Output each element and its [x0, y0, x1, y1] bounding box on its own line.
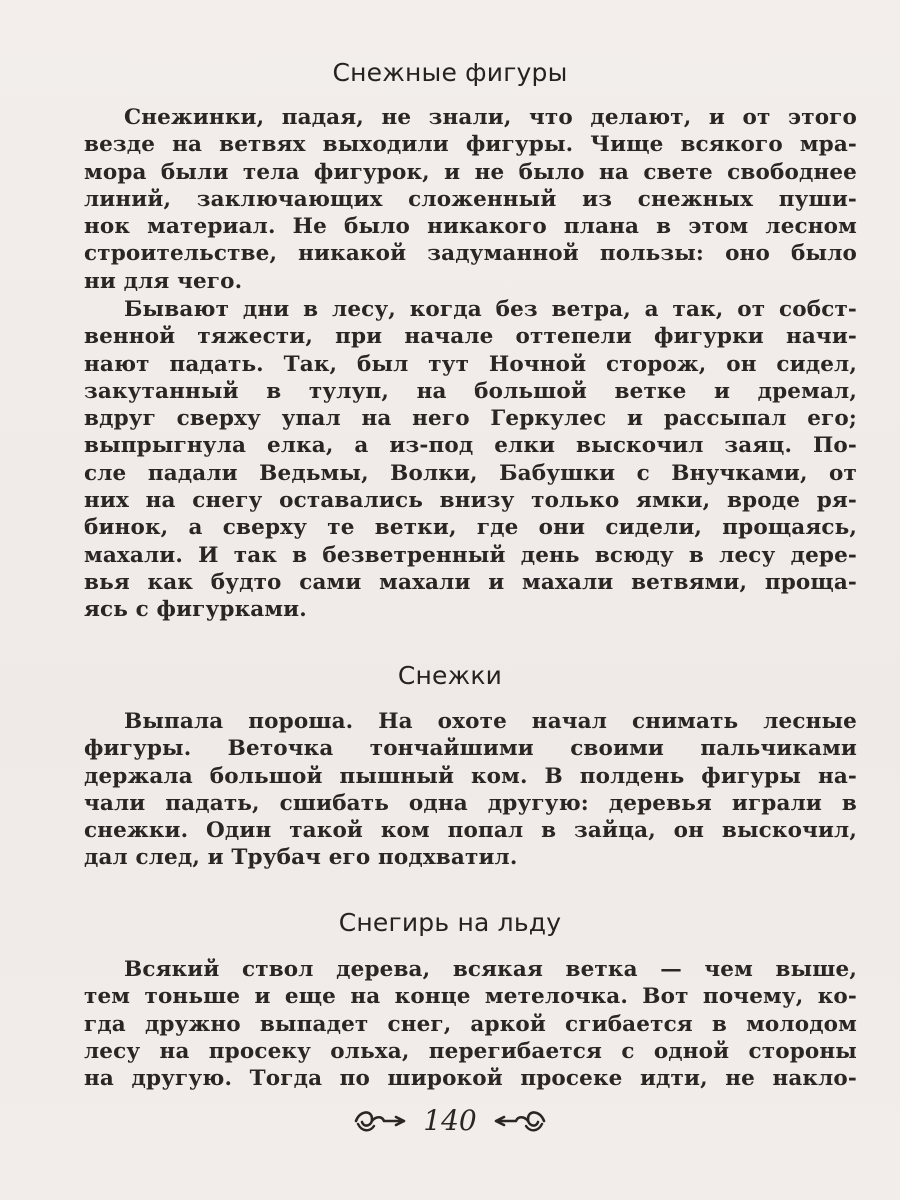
text-line: лесу на просеку ольха, перегибается с одной стороны — [84, 1038, 857, 1064]
paragraph — [84, 104, 857, 295]
text-line: вдруг сверху упал на него Геркулес и рассыпал его; — [84, 406, 857, 432]
section-title-bullfinch-on-ice: Снегирь на льду — [338, 908, 562, 937]
section-title-snowballs: Снежки — [397, 661, 503, 690]
text-line: на другую. Тогда по широкой просеке идти, не накло- — [84, 1066, 857, 1092]
page-number: 140 — [423, 1104, 477, 1137]
text-line: выпрыгнула елка, а из-под елки выскочил заяц. По- — [84, 433, 857, 459]
text-line: гда дружно выпадет снег, аркой сгибается в молодом — [84, 1011, 857, 1037]
text-line: линий, заключающих сложенный из снежных пуши- — [84, 186, 857, 212]
paragraph — [84, 956, 857, 1092]
text-line: фигуры. Веточка тончайшими своими пальчиками — [84, 736, 857, 762]
text-line: бинок, а сверху те ветки, где они сидели, прощаясь, — [84, 515, 857, 541]
text-line: нают падать. Так, был тут Ночной сторож, он сидел, — [84, 351, 857, 377]
page-footer — [0, 1104, 900, 1154]
text-line: сле падали Ведьмы, Волки, Бабушки с Внучками, от — [84, 460, 857, 486]
paragraph — [84, 296, 857, 624]
text-line: везде на ветвях выходили фигуры. Чище всякого мра- — [84, 132, 857, 158]
section-title-snow-figures: Снежные фигуры — [332, 58, 568, 87]
text-line: тем тоньше и еще на конце метелочка. Вот почему, ко- — [84, 984, 857, 1010]
text-line: Снежинки, падая, не знали, что делают, и от этого — [124, 105, 857, 130]
paragraph — [84, 708, 857, 872]
text-line: закутанный в тулуп, на большой ветке и дремал, — [84, 378, 857, 404]
text-line: чали падать, сшибать одна другую: деревья играли в — [84, 790, 857, 816]
text-line: них на снегу оставались внизу только ямки, вроде ря- — [84, 488, 857, 514]
text-line: дал след, и Трубач его подхватил. — [84, 845, 518, 871]
text-line: снежки. Один такой ком попал в зайца, он выскочил, — [84, 818, 857, 844]
left-ornament-icon — [352, 1106, 408, 1136]
text-line: венной тяжести, при начале оттепели фигурки начи- — [84, 324, 857, 350]
text-line: держала большой пышный ком. В полдень фигуры на- — [84, 763, 857, 789]
text-line: Бывают дни в лесу, когда без ветра, а так, от собст- — [124, 297, 857, 322]
text-line: ни для чего. — [84, 268, 243, 294]
text-line: мора были тела фигурок, и не было на свете свободнее — [84, 159, 857, 185]
right-ornament-icon — [492, 1106, 548, 1136]
text-line: ясь с фигурками. — [84, 597, 307, 623]
text-line: махали. И так в безветренный день всюду в лесу дере- — [84, 542, 857, 568]
text-line: Всякий ствол дерева, всякая ветка — чем выше, — [124, 957, 857, 982]
text-line: строительстве, никакой задуманной пользы: оно было — [84, 241, 857, 267]
text-line: Выпала пороша. На охоте начал снимать лесные — [124, 709, 857, 734]
text-line: нок материал. Не было никакого плана в этом лесном — [84, 214, 857, 240]
text-line: вья как будто сами махали и махали ветвями, проща- — [84, 569, 857, 595]
